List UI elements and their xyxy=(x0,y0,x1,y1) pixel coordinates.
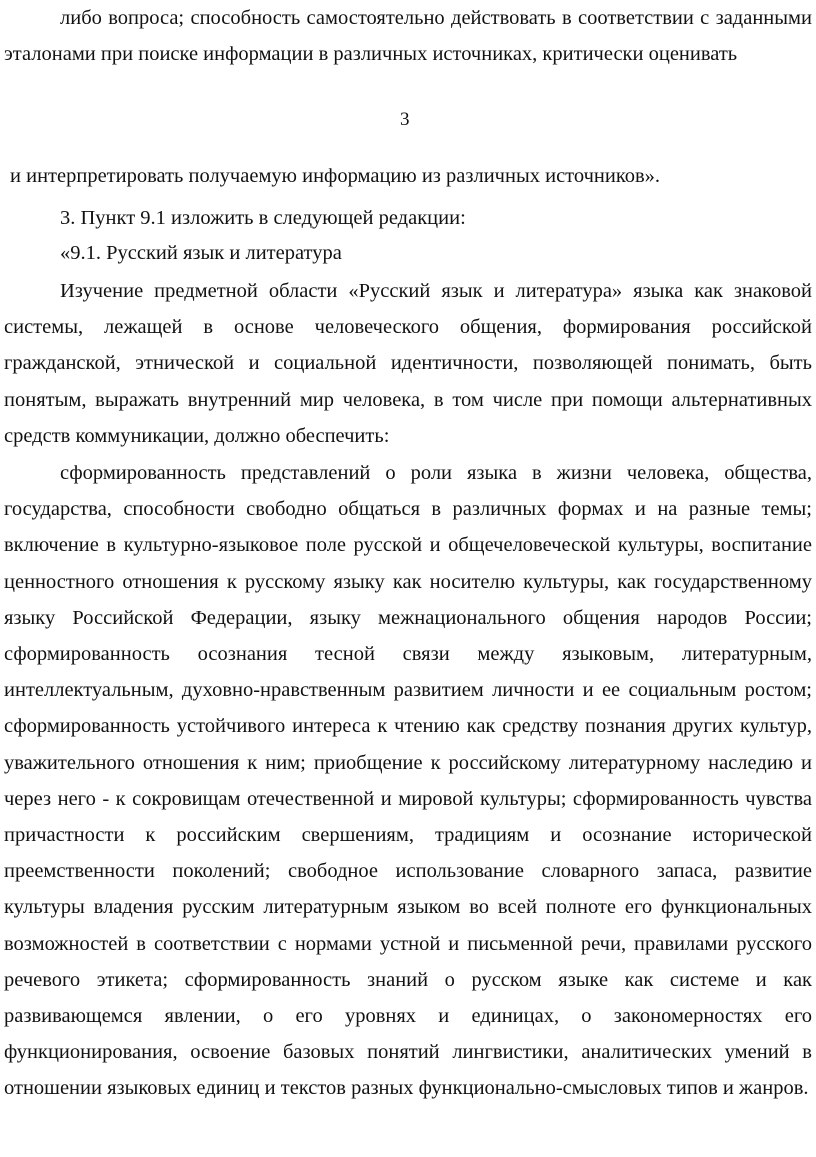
page-number: 3 xyxy=(400,109,410,130)
body-paragraph: сформированность представлений о роли языка в жизни человека, общества, государства, способности свободно общаться в различных формах и на разные темы; включение в культурно-языковое поле русской и общечеловеческой культуры, воспитание ценностного отношения к русскому языку как носителю культуры, как государственному языку Российской Федерации, языку межнационального общения народов России; сформированность осознания тесной связи между языковым, литературным, интеллектуальным, духовно-нравственным развитием личности и ее социальным ростом; сформированность устойчивого интереса к чтению как средству познания других культур, уважительного отношения к ним; приобщение к российскому литературному наследию и через него - к сокровищам отечественной и мировой культуры; сформированность чувства причастности к российским свершениям, традициям и осознание исторической преемственности поколений; свободное использование словарного запаса, развитие культуры владения русским литературным языком во всей полноте его функциональных возможностей в соответствии с нормами устной и письменной речи, правилами русского речевого этикета; сформированность знаний о русском языке как системе и как развивающемся явлении, о его уровнях и единицах, о закономерностях его функционирования, освоение базовых понятий лингвистики, аналитических умений в отношении языковых единиц и текстов разных функционально-смысловых типов и жанров. xyxy=(4,462,812,1100)
intro-paragraph: Изучение предметной области «Русский язык и литература» языка как знаковой системы, лежащей в основе человеческого общения, формирования российской гражданской, этнической и социальной идентичности, позволяющей понимать, быть понятым, выражать внутренний мир человека, в том числе при помощи альтернативных средств коммуникации, должно обеспечить: xyxy=(4,280,812,447)
section-heading: «9.1. Русский язык и литература xyxy=(60,242,342,264)
paragraph-fragment-top: либо вопроса; способность самостоятельно действовать в соответствии с заданными эталонами при поиске информации в различных источниках, критически оценивать xyxy=(4,7,812,66)
list-item-3: 3. Пункт 9.1 изложить в следующей редакции: xyxy=(60,207,466,229)
paragraph-fragment-continued: и интерпретировать получаемую информацию из различных источников». xyxy=(10,165,661,187)
